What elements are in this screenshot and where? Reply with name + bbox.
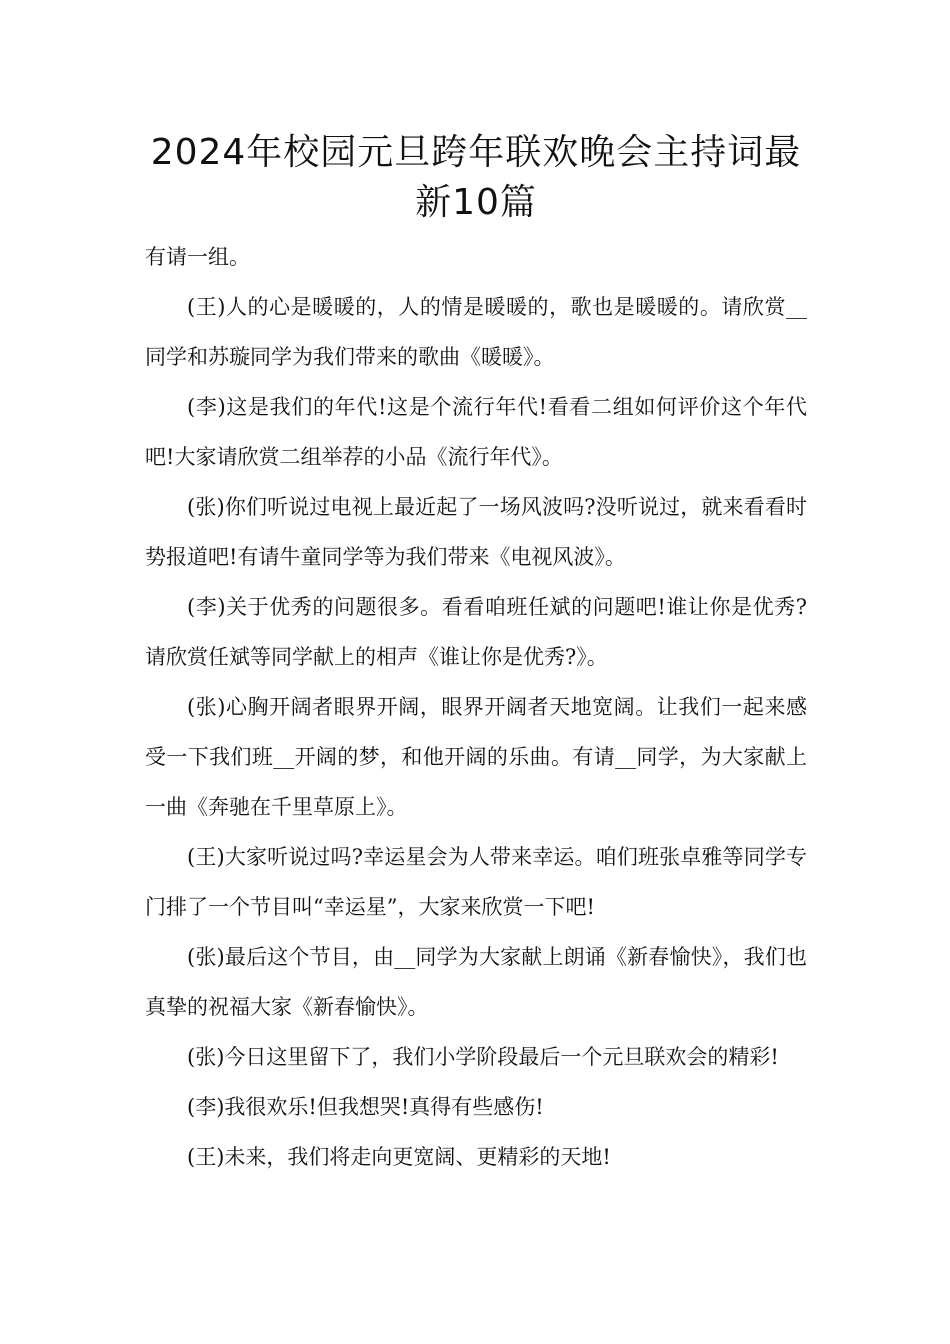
paragraph: (张)你们听说过电视上最近起了一场风波吗?没听说过，就来看看时势报道吧!有请牛童同学等为我们带来《电视风波》。 [145,495,807,569]
paragraph: (李)我很欢乐!但我想哭!真得有些感伤! [187,1095,544,1119]
document-page [145,128,807,1182]
paragraph: (李)这是我们的年代!这是个流行年代!看看二组如何评价这个年代吧!大家请欣赏二组举荐的小品《流行年代》。 [145,395,807,469]
document-body [145,232,807,1182]
paragraph: (李)关于优秀的问题很多。看看咱班任斌的问题吧!谁让你是优秀?请欣赏任斌等同学献上的相声《谁让你是优秀?》。 [145,595,807,669]
paragraph: (王)未来，我们将走向更宽阔、更精彩的天地! [187,1145,611,1169]
title-line-1: 2024年校园元旦跨年联欢晚会主持词最 [150,132,802,173]
paragraph: (张)心胸开阔者眼界开阔，眼界开阔者天地宽阔。让我们一起来感受一下我们班__开阔的梦，和他开阔的乐曲。有请__同学，为大家献上一曲《奔驰在千里草原上》。 [145,695,807,819]
title-line-2: 新10篇 [415,182,537,223]
paragraph: (张)今日这里留下了，我们小学阶段最后一个元旦联欢会的精彩! [187,1045,779,1069]
paragraph: (张)最后这个节目，由__同学为大家献上朗诵《新春愉快》，我们也真挚的祝福大家《新春愉快》。 [145,945,807,1019]
paragraph: 有请一组。 [145,245,250,269]
paragraph: (王)大家听说过吗?幸运星会为人带来幸运。咱们班张卓雅等同学专门排了一个节目叫“幸运星”，大家来欣赏一下吧! [145,845,807,919]
document-title [145,128,807,228]
paragraph: (王)人的心是暖暖的，人的情是暖暖的，歌也是暖暖的。请欣赏__同学和苏璇同学为我们带来的歌曲《暖暖》。 [145,295,807,369]
